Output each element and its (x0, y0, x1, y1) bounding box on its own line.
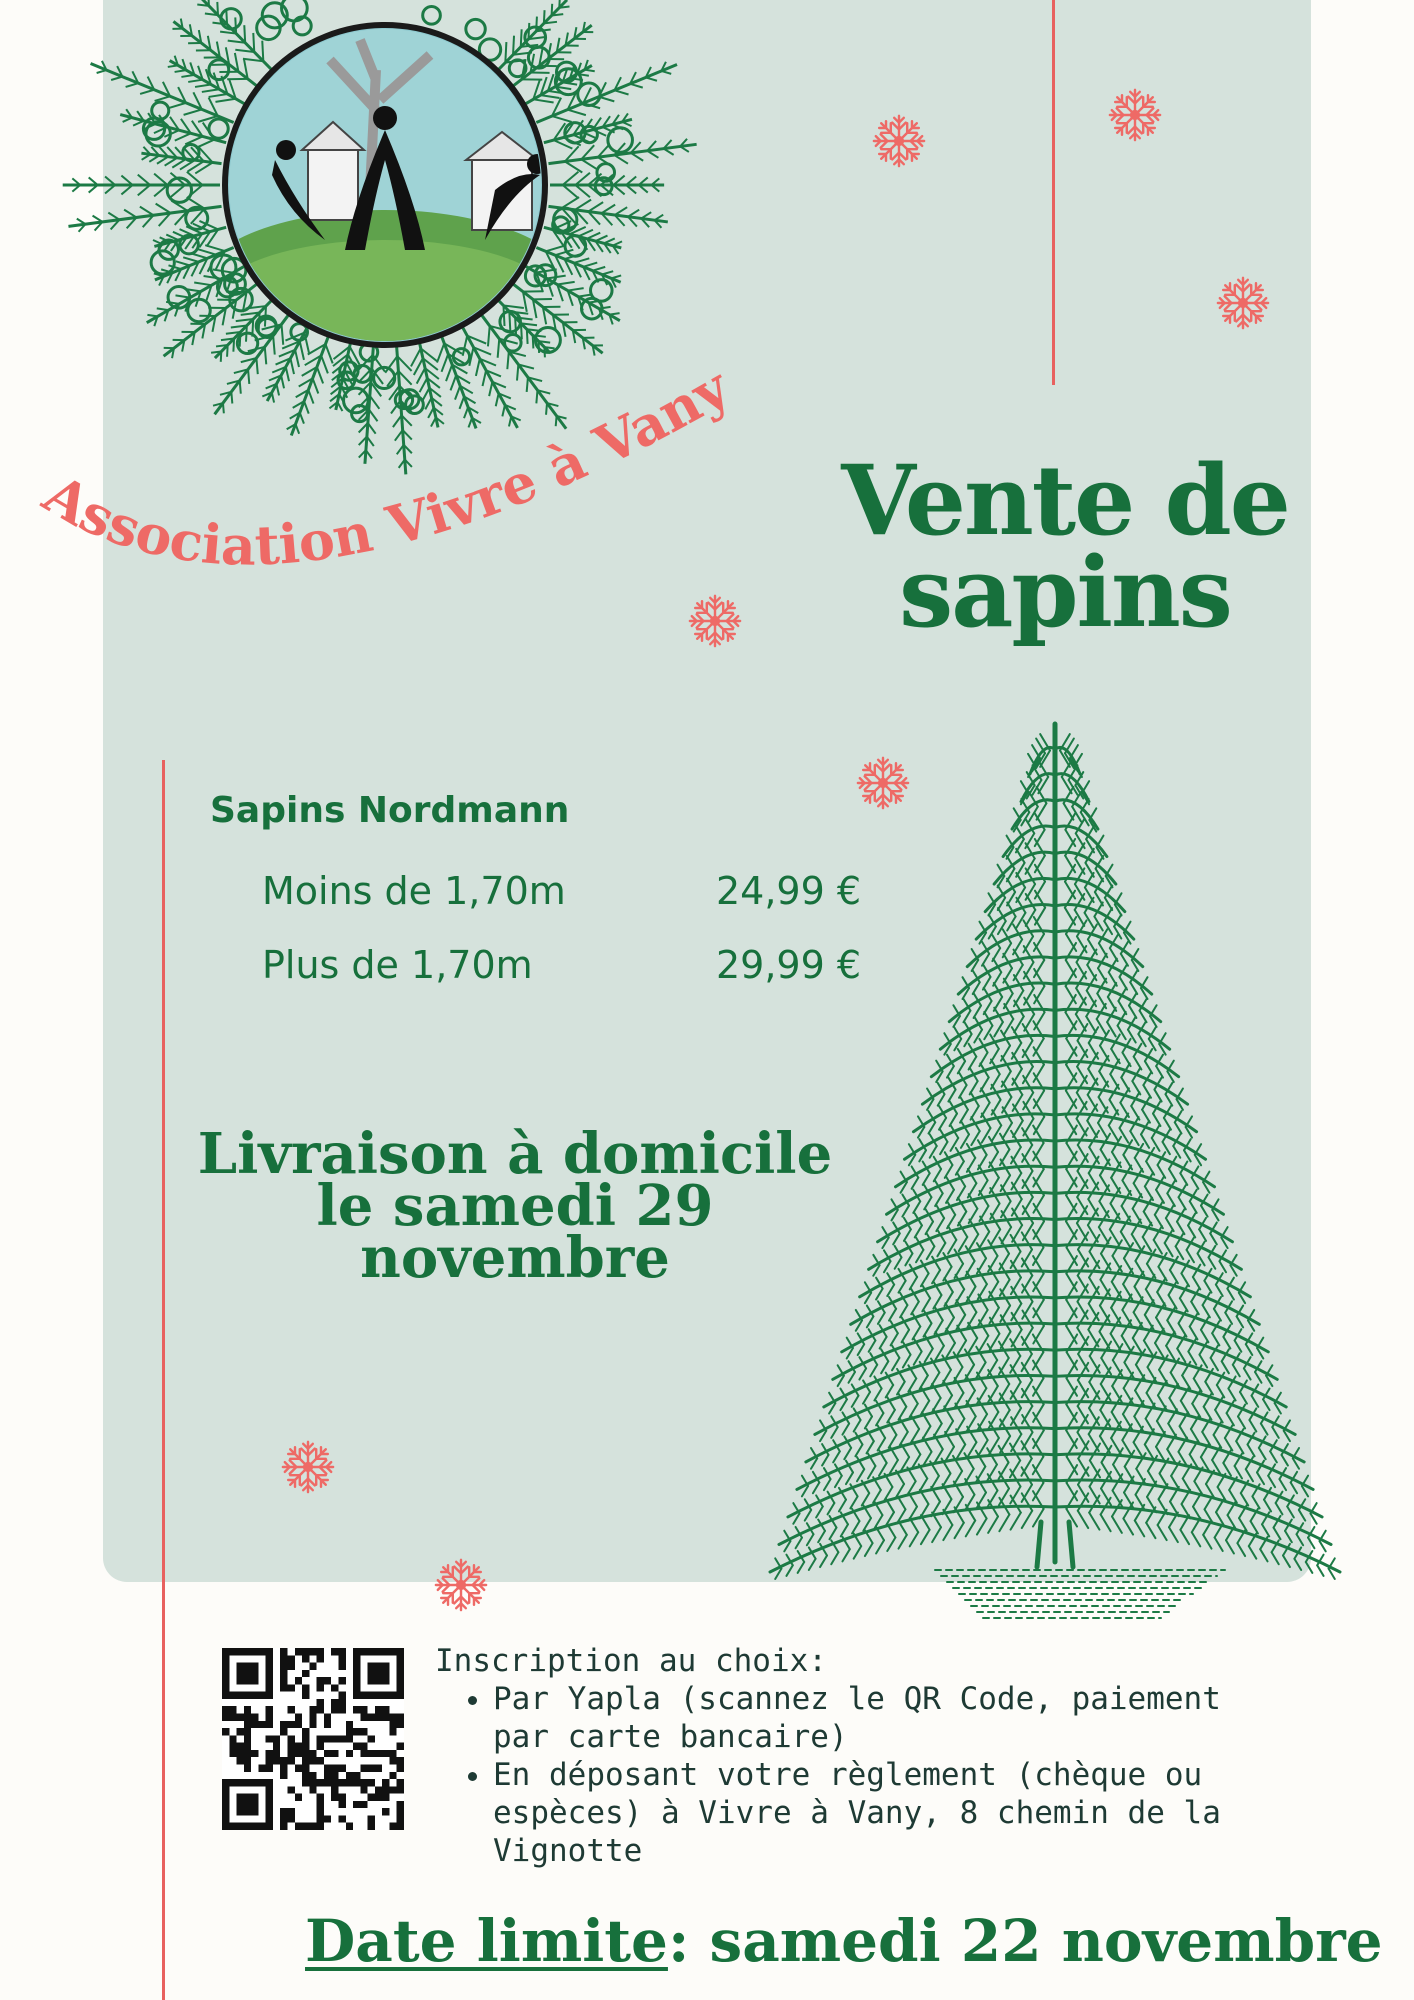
deadline-label: Date limite (305, 1907, 668, 1975)
price-heading: Sapins Nordmann (210, 790, 570, 831)
snowflake-icon (1214, 274, 1272, 332)
divider-left (162, 760, 165, 2000)
svg-text:Association Vivre à Vany: Association Vivre à Vany (33, 354, 740, 578)
price-label: Moins de 1,70m (262, 869, 566, 913)
registration-option: • En déposant votre règlement (chèque ou espèces) à Vivre à Vany, 8 chemin de la Vignotte (493, 1756, 1295, 1870)
qr-code[interactable] (222, 1648, 404, 1830)
registration-option: • Par Yapla (scannez le QR Code, paiement par carte bancaire) (493, 1680, 1295, 1756)
christmas-tree-icon (755, 712, 1355, 1622)
price-label: Plus de 1,70m (262, 943, 533, 987)
registration-options (435, 1680, 1295, 1870)
deadline-value: samedi 22 novembre (689, 1907, 1383, 1975)
association-name (0, 300, 880, 640)
registration-intro: Inscription au choix: (435, 1643, 827, 1679)
price-value: 24,99 € (716, 869, 862, 913)
divider-top-right (1052, 0, 1055, 385)
registration-info (435, 1642, 1295, 1870)
snowflake-icon (854, 754, 912, 812)
delivery-line3: novembre (360, 1225, 670, 1291)
deadline (305, 1908, 1385, 1974)
deadline-colon: : (667, 1907, 690, 1975)
delivery-line2: le samedi 29 (316, 1173, 714, 1239)
page-title (770, 444, 1360, 649)
delivery-line1: Livraison à domicile (197, 1121, 833, 1187)
snowflake-icon (1106, 86, 1164, 144)
page-title-line2: sapins (899, 536, 1231, 649)
page-title-line1: Vente de (841, 444, 1289, 557)
snowflake-icon (432, 1556, 490, 1614)
price-value: 29,99 € (716, 943, 862, 987)
snowflake-icon (686, 592, 744, 650)
snowflake-icon (870, 112, 928, 170)
snowflake-icon (279, 1438, 337, 1496)
